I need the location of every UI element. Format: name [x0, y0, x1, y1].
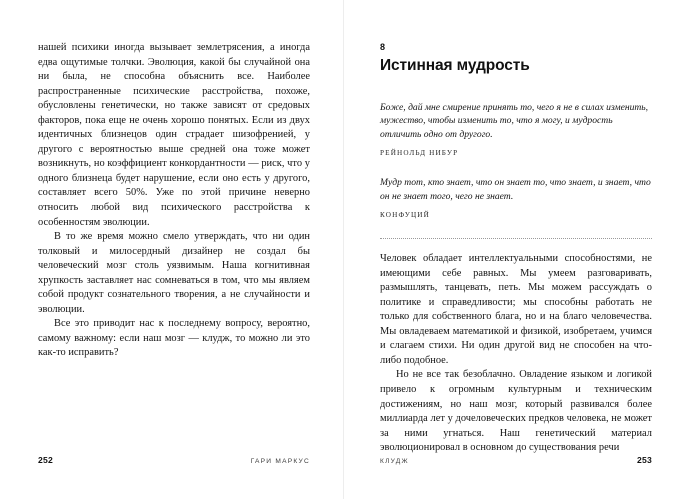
right-page-footer [380, 455, 652, 465]
dotted-divider [380, 238, 652, 240]
epigraph-source: РЕЙНОЛЬД НИБУР [380, 149, 459, 158]
running-head-author: ГАРИ МАРКУС [250, 458, 310, 465]
paragraph: Но не все так безоблачно. Овладение языком и логикой привело к огромным культурным и техническим достижениям, но наш мозг, который развивался более миллиарда лет у дочеловеческих предков человека, не может за ними угнаться. Наш генетический материал эволюционировал в основном до существования речи [380, 369, 652, 454]
epigraph-1 [380, 101, 652, 159]
page-number: 253 [637, 455, 652, 465]
page-right [343, 0, 686, 499]
epigraph-2 [380, 176, 652, 221]
paragraph: В то же время можно смело утверждать, что ни один толковый и милосердный дизайнер не создал бы человеческий мозг столь уязвимым. Наша когнитивная хрупкость заставляет нас сомневаться в том, что мы являем собой продукт сознательного творения, а не случайности и эволюции. [38, 231, 310, 315]
running-head-title: КЛУДЖ [380, 458, 409, 465]
paragraph: Все это приводит нас к последнему вопросу, вероятно, самому важному: если наш мозг — клудж, то можно ли это как-то исправить? [38, 318, 310, 359]
epigraph-text: Боже, дай мне смирение принять то, чего я не в силах изменить, мужество, чтобы изменить то, что я могу, и мудрость отличить одно от другого. [380, 102, 649, 140]
left-page-body [38, 41, 310, 361]
left-page-footer [38, 455, 310, 465]
paragraph: нашей психики иногда вызывает землетрясения, а иногда едва ощутимые толчки. Эволюция, какой бы случайной она ни была, не способна объяснить все. Наиболее распространенные психические расстройства, похоже, обусловлены генетически, но также зависят от средовых факторов, пока еще не очень хорошо понятых. Если из двух идентичных близнецов один страдает шизофренией, у другого с вероятностью выше средней она тоже может возникнуть, но коэффициент конкордантности — риск, что у одного близнеца будет нарушение, если оно есть у другого, составляет всего 50%. Уже по этой причине неверно относить любой вид психического расстройства к особенностям эволюции. [38, 42, 310, 228]
right-page-body [380, 252, 652, 456]
chapter-number: 8 [380, 42, 386, 52]
epigraph-text: Мудр тот, кто знает, что он знает то, что знает, и знает, что он не знает того, чего не знает. [380, 177, 651, 202]
epigraph-source: КОНФУЦИЙ [380, 211, 430, 220]
page-number: 252 [38, 455, 53, 465]
paragraph: Человек обладает интеллектуальными способностями, не имеющими себе равных. Мы умеем разговаривать, размышлять, танцевать, петь. Мы можем рассуждать о политике и справедливости; мы способны работать не только для собственного блага, но и на благо человечества. Мы овладеваем математикой и физикой, изобретаем, учимся и слагаем стихи. Ни один другой вид не способен на что-либо подобное. [380, 253, 652, 366]
chapter-title: Истинная мудрость [380, 57, 530, 74]
